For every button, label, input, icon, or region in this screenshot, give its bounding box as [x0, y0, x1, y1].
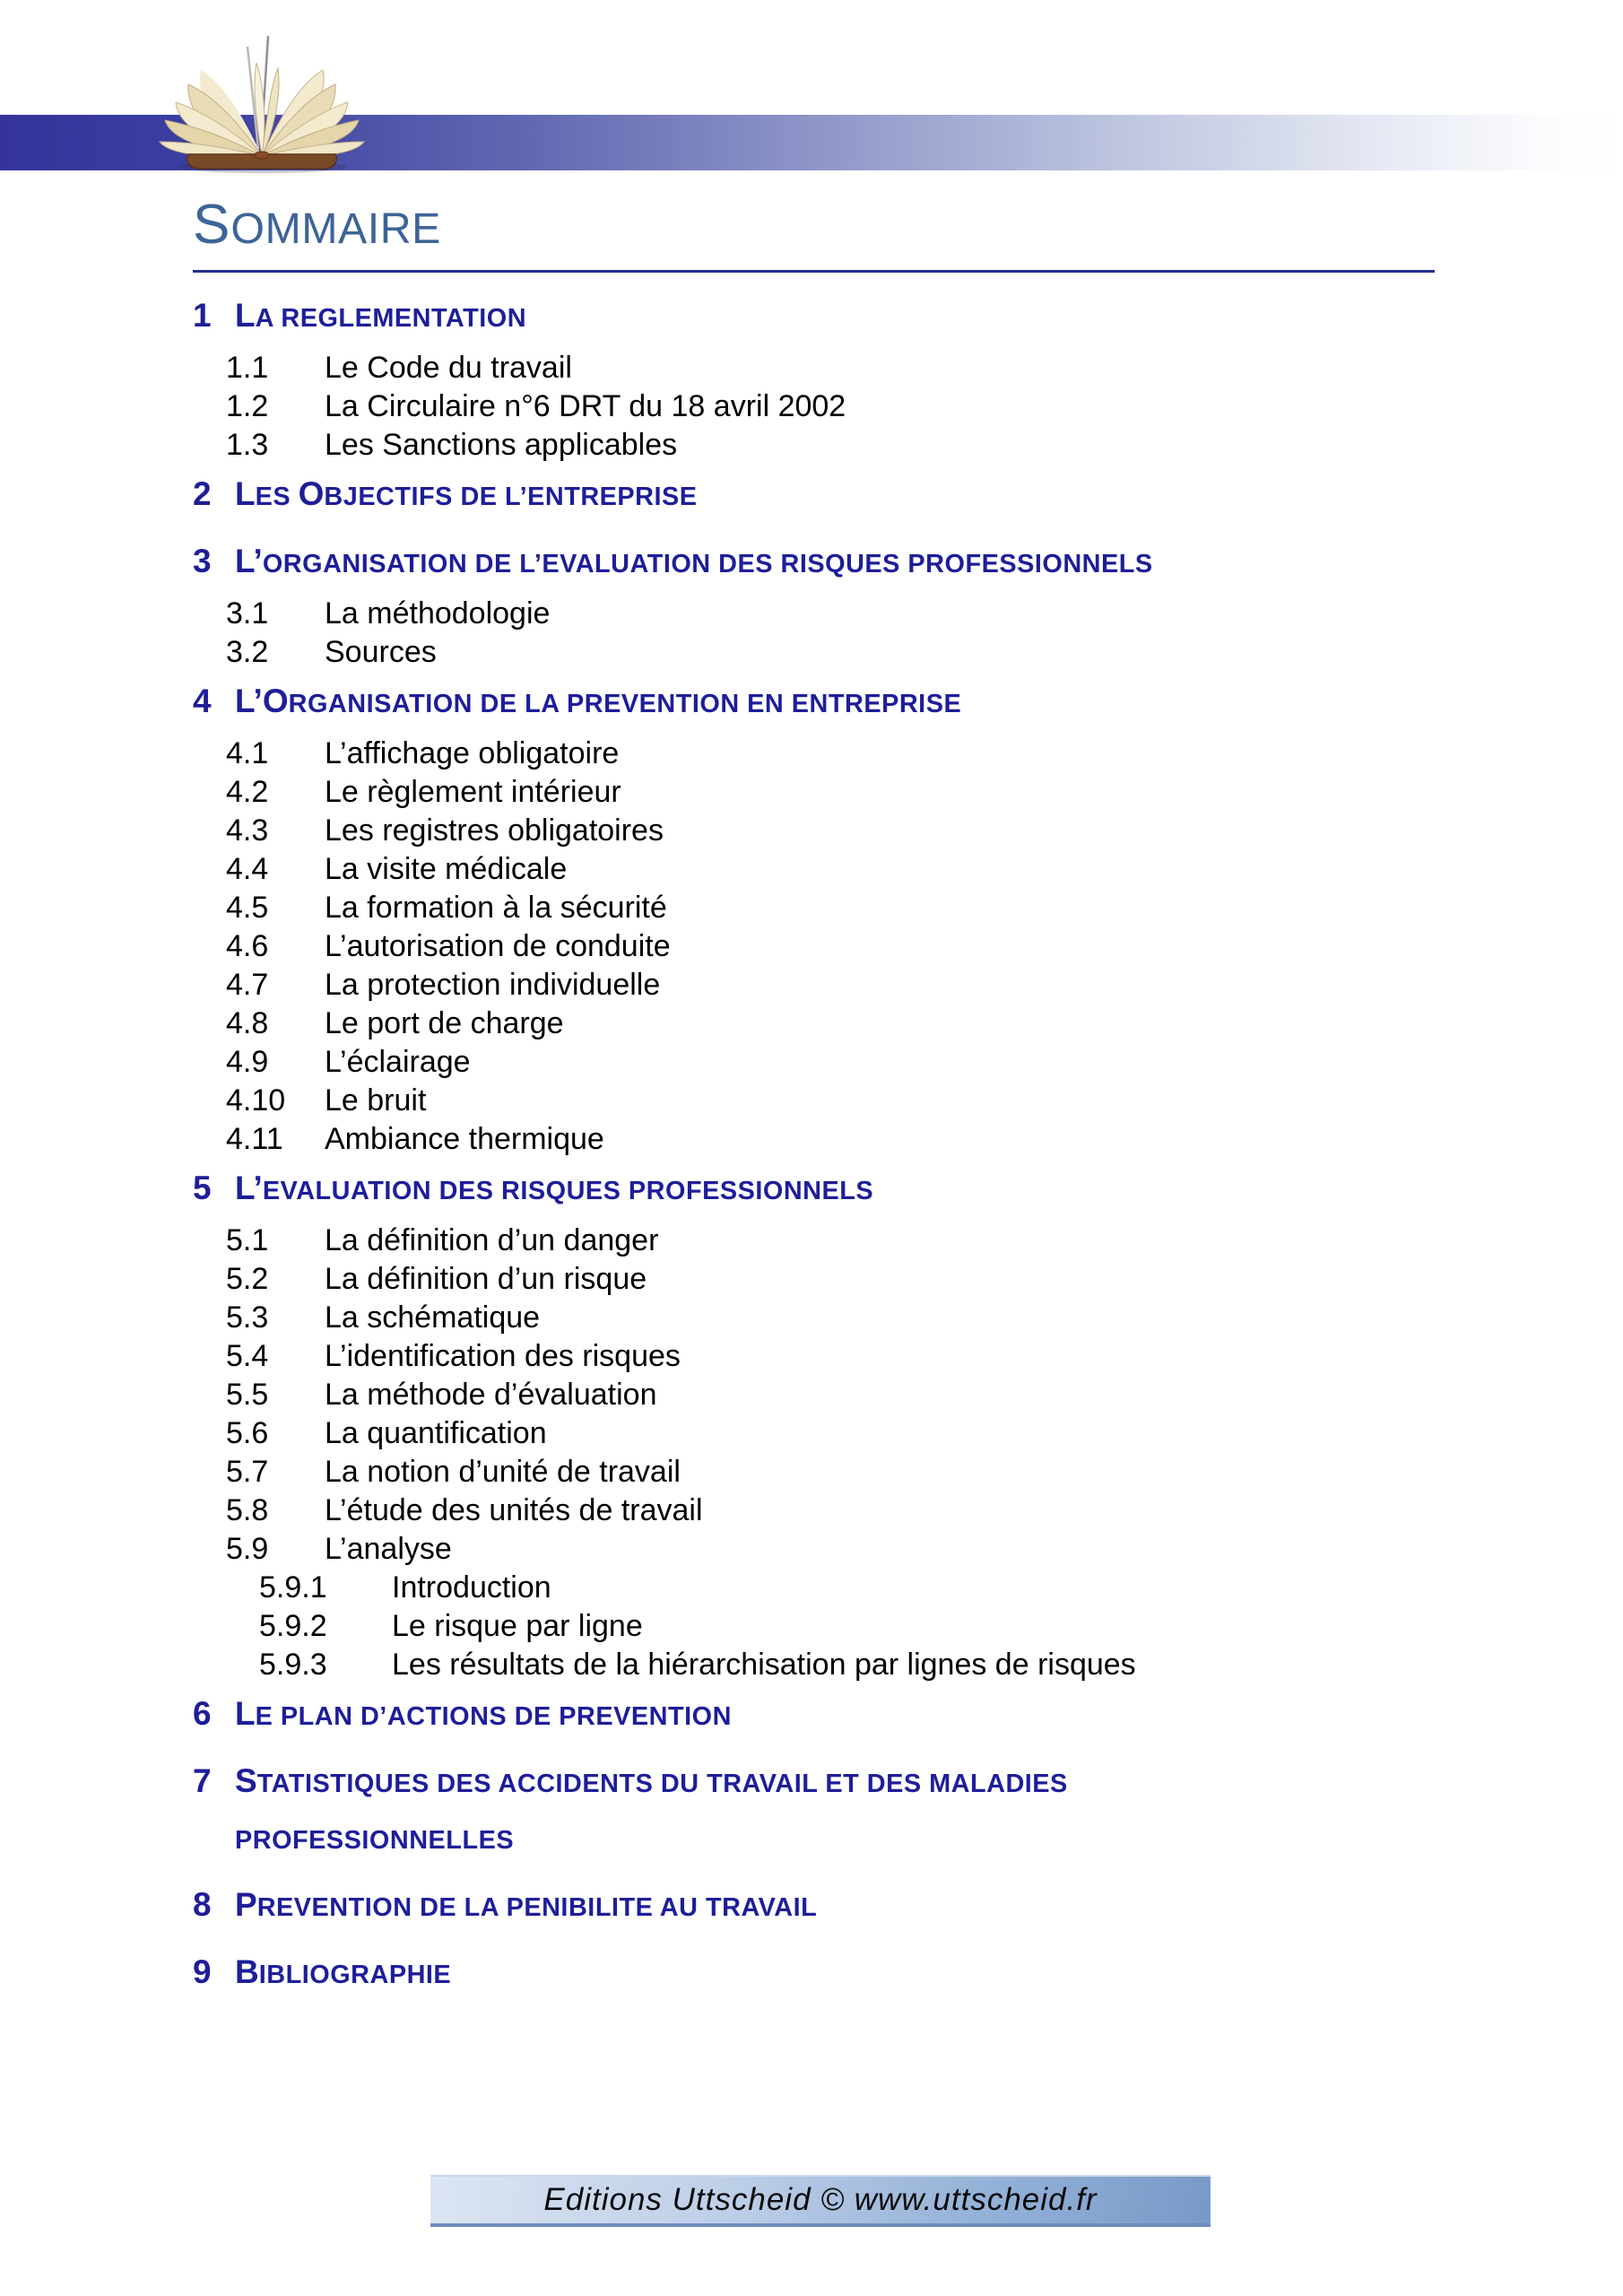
toc-item	[259, 1646, 1441, 1684]
toc-item-number: 4.5	[226, 891, 269, 925]
section-number: 1	[193, 297, 212, 334]
toc-section-heading	[193, 1170, 1441, 1209]
toc-item-label: La Circulaire n°6 DRT du 18 avril 2002	[325, 389, 846, 423]
toc-section-heading	[193, 1696, 1441, 1735]
open-book-icon	[136, 30, 387, 176]
toc-section	[193, 544, 1441, 672]
title-divider	[193, 270, 1435, 273]
toc-item-label: La schématique	[325, 1300, 541, 1335]
toc-item	[226, 1222, 1441, 1260]
toc-item	[226, 1492, 1441, 1530]
toc-item	[226, 633, 1441, 672]
toc-item-number: 4.10	[226, 1083, 286, 1118]
toc-item-label: La méthodologie	[325, 596, 551, 631]
toc-item	[259, 1569, 1441, 1607]
toc-item-number: 4.2	[226, 775, 269, 809]
toc-item-number: 4.4	[226, 852, 269, 886]
toc-item	[226, 966, 1441, 1004]
toc-item	[226, 387, 1441, 426]
toc-section	[193, 476, 1441, 515]
toc-section-heading	[193, 683, 1441, 722]
toc-item	[226, 812, 1441, 850]
toc-section	[193, 1887, 1441, 1926]
toc-item-number: 5.8	[226, 1493, 269, 1527]
section-title: LES OBJECTIFS DE L’ENTREPRISE	[235, 475, 698, 512]
toc-item-number: 3.2	[226, 635, 269, 669]
section-title: BIBLIOGRAPHIE	[235, 1953, 452, 1990]
toc-item-label: Les Sanctions applicables	[325, 428, 678, 462]
toc-item-label: La protection individuelle	[325, 968, 661, 1002]
toc-item-number: 5.5	[226, 1378, 269, 1412]
section-number: 7	[193, 1762, 212, 1799]
toc-item-number: 5.9.1	[259, 1570, 327, 1605]
toc-item-label: L’identification des risques	[325, 1339, 681, 1373]
toc-item-label: L’éclairage	[325, 1045, 471, 1079]
toc-item-number: 5.9.2	[259, 1609, 327, 1643]
toc-section	[193, 298, 1441, 465]
toc-item-number: 5.7	[226, 1455, 269, 1489]
toc-item-label: Le port de charge	[325, 1006, 564, 1040]
section-number: 3	[193, 543, 212, 579]
toc-item	[226, 426, 1441, 465]
toc-section-heading	[193, 1763, 1441, 1802]
toc-item	[226, 889, 1441, 927]
toc-item	[226, 1043, 1441, 1082]
toc	[193, 298, 1441, 1993]
toc-item-number: 4.1	[226, 736, 269, 770]
section-title: L’ORGANISATION DE LA PREVENTION EN ENTREPRISE	[235, 683, 962, 719]
toc-item-label: Le Code du travail	[325, 351, 572, 385]
toc-item-number: 1.1	[226, 351, 269, 385]
toc-item-label: Le risque par ligne	[392, 1609, 643, 1643]
toc-section	[193, 1763, 1441, 1858]
toc-item-label: La méthode d’évaluation	[325, 1378, 657, 1412]
toc-item-label: Les registres obligatoires	[325, 813, 664, 848]
toc-section	[193, 1696, 1441, 1735]
toc-item	[259, 1607, 1441, 1646]
section-title: STATISTIQUES DES ACCIDENTS DU TRAVAIL ET DES MALADIES	[235, 1762, 1068, 1799]
toc-item	[226, 1120, 1441, 1159]
section-number: 9	[193, 1953, 212, 1990]
toc-section-heading	[193, 1887, 1441, 1926]
toc-item-number: 4.6	[226, 929, 269, 963]
toc-item-number: 5.1	[226, 1223, 269, 1257]
toc-item-number: 4.11	[226, 1122, 283, 1156]
section-title-line2: PROFESSIONNELLES	[235, 1826, 515, 1855]
toc-item-label: Ambiance thermique	[325, 1122, 604, 1156]
toc-item	[226, 1337, 1441, 1376]
toc-section-heading	[193, 476, 1441, 515]
section-number: 5	[193, 1170, 212, 1206]
toc-items	[193, 349, 1441, 465]
toc-item-label: La définition d’un risque	[325, 1262, 647, 1296]
section-title: L’EVALUATION DES RISQUES PROFESSIONNELS	[235, 1170, 874, 1206]
toc-item	[226, 1004, 1441, 1043]
toc-item	[226, 850, 1441, 889]
toc-item-number: 5.2	[226, 1262, 269, 1296]
toc-section-heading	[193, 544, 1441, 582]
toc-item-label: La notion d’unité de travail	[325, 1455, 681, 1489]
toc-item-label: L’analyse	[325, 1532, 452, 1566]
toc-item-label: L’autorisation de conduite	[325, 929, 671, 963]
toc-item	[226, 1530, 1441, 1569]
toc-item	[226, 1414, 1441, 1453]
toc-section	[193, 1954, 1441, 1993]
toc-item-number: 4.8	[226, 1006, 269, 1040]
toc-item	[226, 1453, 1441, 1492]
toc-item-label: La formation à la sécurité	[325, 891, 667, 925]
toc-section	[193, 683, 1441, 1159]
toc-item-number: 1.3	[226, 428, 269, 462]
section-number: 4	[193, 683, 212, 719]
section-number: 8	[193, 1886, 212, 1923]
toc-section-heading	[193, 1954, 1441, 1993]
toc-items	[193, 735, 1441, 1159]
toc-items	[193, 1222, 1441, 1684]
toc-item-label: Sources	[325, 635, 437, 669]
toc-item-label: Le règlement intérieur	[325, 775, 621, 809]
toc-item-number: 4.9	[226, 1045, 269, 1079]
footer-bar	[430, 2175, 1211, 2227]
table-of-contents-page	[193, 196, 1441, 1993]
section-number: 2	[193, 475, 212, 512]
toc-item	[226, 773, 1441, 812]
toc-item-number: 5.6	[226, 1416, 269, 1450]
footer-text: Editions Uttscheid © www.uttscheid.fr	[543, 2182, 1098, 2217]
section-title: LE PLAN D’ACTIONS DE PREVENTION	[235, 1695, 732, 1732]
toc-item	[226, 735, 1441, 773]
toc-section-heading	[193, 298, 1441, 336]
toc-item-label: Les résultats de la hiérarchisation par lignes de risques	[392, 1648, 1136, 1682]
toc-item-number: 1.2	[226, 389, 269, 423]
toc-item-label: Le bruit	[325, 1083, 427, 1118]
toc-item-number: 3.1	[226, 596, 269, 631]
toc-item-number: 4.7	[226, 968, 269, 1002]
toc-item-label: La visite médicale	[325, 852, 568, 886]
page-title: SOMMAIRE	[193, 194, 441, 256]
toc-item	[226, 1376, 1441, 1414]
toc-item	[226, 1082, 1441, 1120]
toc-item	[226, 595, 1441, 633]
toc-item-number: 5.4	[226, 1339, 269, 1373]
toc-section	[193, 1170, 1441, 1684]
toc-item-label: La quantification	[325, 1416, 547, 1450]
toc-item-number: 5.9.3	[259, 1648, 327, 1682]
toc-item	[226, 1260, 1441, 1299]
toc-item	[226, 349, 1441, 387]
section-title: LA REGLEMENTATION	[235, 297, 527, 334]
toc-item-label: Introduction	[392, 1570, 551, 1605]
toc-item-label: La définition d’un danger	[325, 1223, 659, 1257]
toc-item-number: 5.3	[226, 1300, 269, 1335]
section-title: PREVENTION DE LA PENIBILITE AU TRAVAIL	[235, 1886, 818, 1923]
toc-item	[226, 927, 1441, 966]
section-number: 6	[193, 1695, 212, 1732]
toc-item-label: L’étude des unités de travail	[325, 1493, 703, 1527]
toc-item	[226, 1299, 1441, 1337]
toc-item-label: L’affichage obligatoire	[325, 736, 620, 770]
toc-item-number: 4.3	[226, 813, 269, 848]
toc-item-number: 5.9	[226, 1532, 269, 1566]
toc-items	[193, 595, 1441, 672]
section-title: L’ORGANISATION DE L’EVALUATION DES RISQUES PROFESSIONNELS	[235, 543, 1153, 579]
